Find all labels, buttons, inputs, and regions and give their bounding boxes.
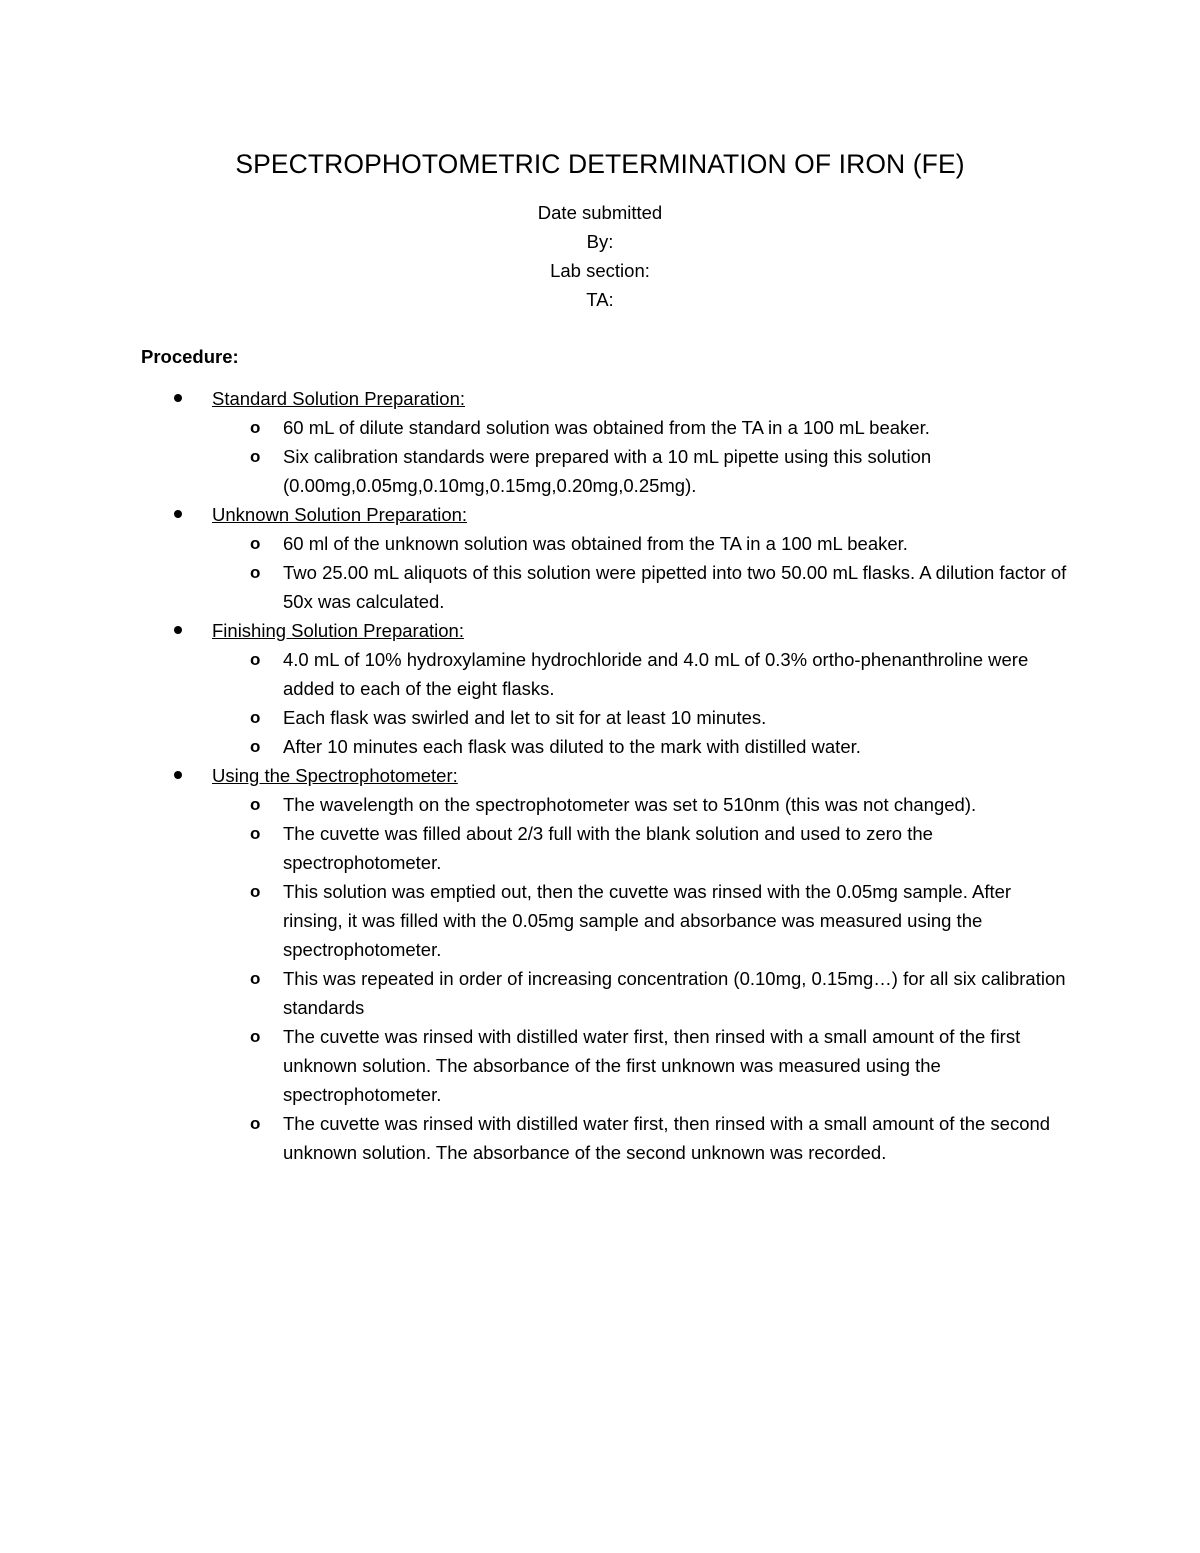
sub-bullet-icon: o	[250, 708, 261, 727]
step-text: This solution was emptied out, then the cuvette was rinsed with the 0.05mg sample. After rinsing, it was filled with the 0.05mg sample and absorbance was measured using the spectrophotometer.	[283, 881, 1012, 960]
section-title: Finishing Solution Preparation:	[212, 620, 464, 641]
step-text: Two 25.00 mL aliquots of this solution were pipetted into two 50.00 mL flasks. A dilution factor of 50x was calculated.	[283, 562, 1067, 612]
author-label: By:	[586, 231, 614, 252]
bullet-icon	[174, 510, 182, 518]
procedure-step	[0, 877, 1073, 964]
bullet-icon	[174, 626, 182, 634]
section-title: Standard Solution Preparation:	[212, 388, 466, 409]
lab-section-label: Lab section:	[550, 260, 650, 281]
procedure-step	[0, 529, 1073, 558]
ta-label: TA:	[586, 289, 614, 310]
step-text: 60 mL of dilute standard solution was obtained from the TA in a 100 mL beaker.	[283, 417, 930, 438]
procedure-step	[0, 558, 1073, 616]
procedure-section	[0, 384, 1200, 500]
sub-bullet-icon: o	[250, 650, 261, 669]
procedure-step	[0, 413, 1073, 442]
section-header	[0, 761, 1200, 790]
sub-bullet-icon: o	[250, 795, 261, 814]
date-submitted-label: Date submitted	[537, 202, 663, 223]
procedure-section	[0, 616, 1200, 761]
procedure-step	[0, 703, 1073, 732]
procedure-step	[0, 442, 1073, 500]
section-header	[0, 500, 1200, 529]
sub-bullet-icon: o	[250, 737, 261, 756]
section-header	[0, 616, 1200, 645]
section-header	[0, 384, 1200, 413]
sub-bullet-icon: o	[250, 969, 261, 988]
procedure-heading: Procedure:	[141, 346, 239, 367]
sub-bullet-icon: o	[250, 563, 261, 582]
step-text: The cuvette was rinsed with distilled water first, then rinsed with a small amount of the first unknown solution. The absorbance of the first unknown was measured using the spectrophotometer.	[283, 1026, 1021, 1105]
sub-bullet-icon: o	[250, 824, 261, 843]
sub-bullet-icon: o	[250, 882, 261, 901]
step-text: Six calibration standards were prepared with a 10 mL pipette using this solution (0.00mg,0.05mg,0.10mg,0.15mg,0.20mg,0.25mg).	[283, 446, 932, 496]
sub-bullet-icon: o	[250, 1027, 261, 1046]
section-title: Using the Spectrophotometer:	[212, 765, 458, 786]
bullet-icon	[174, 394, 182, 402]
submission-info	[0, 198, 1200, 314]
step-text: The cuvette was filled about 2/3 full with the blank solution and used to zero the spectrophotometer.	[283, 823, 933, 873]
step-text: This was repeated in order of increasing concentration (0.10mg, 0.15mg…) for all six calibration standards	[283, 968, 1066, 1018]
step-text: Each flask was swirled and let to sit for at least 10 minutes.	[283, 707, 767, 728]
procedure-step	[0, 732, 1073, 761]
procedure-step	[0, 1109, 1073, 1167]
procedure-step	[0, 819, 1073, 877]
document-title: SPECTROPHOTOMETRIC DETERMINATION OF IRON (FE)	[235, 149, 965, 179]
step-text: The cuvette was rinsed with distilled water first, then rinsed with a small amount of the second unknown solution. The absorbance of the second unknown was recorded.	[283, 1113, 1051, 1163]
sub-bullet-icon: o	[250, 1114, 261, 1133]
procedure-step	[0, 645, 1073, 703]
procedure-section	[0, 500, 1200, 616]
step-text: 60 ml of the unknown solution was obtained from the TA in a 100 mL beaker.	[283, 533, 908, 554]
bullet-icon	[174, 771, 182, 779]
procedure-section	[0, 761, 1200, 1167]
procedure-step	[0, 790, 1073, 819]
section-title: Unknown Solution Preparation:	[212, 504, 468, 525]
procedure-step	[0, 964, 1073, 1022]
step-text: The wavelength on the spectrophotometer was set to 510nm (this was not changed).	[283, 794, 977, 815]
sub-bullet-icon: o	[250, 418, 261, 437]
sub-bullet-icon: o	[250, 534, 261, 553]
procedure-step	[0, 1022, 1073, 1109]
step-text: 4.0 mL of 10% hydroxylamine hydrochloride and 4.0 mL of 0.3% ortho-phenanthroline were added to each of the eight flasks.	[283, 649, 1029, 699]
step-text: After 10 minutes each flask was diluted to the mark with distilled water.	[283, 736, 861, 757]
procedure-list	[0, 384, 1200, 1167]
sub-bullet-icon: o	[250, 447, 261, 466]
